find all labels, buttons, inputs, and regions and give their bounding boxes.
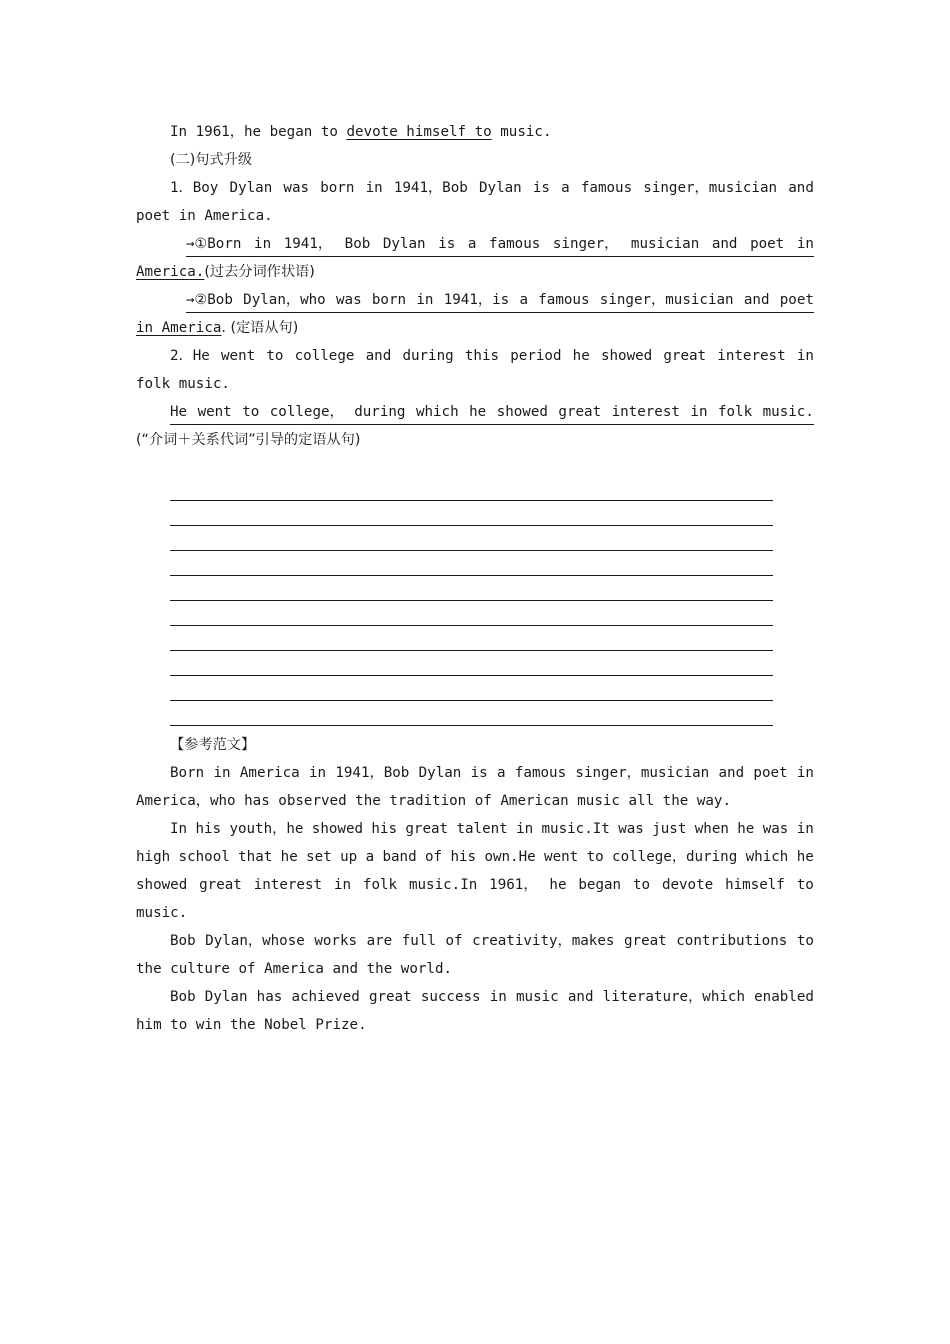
item1-answer2-underlined <box>186 289 814 313</box>
word: Bob <box>170 933 196 949</box>
essay-p2-line1 <box>136 815 814 843</box>
word: interest <box>611 404 680 420</box>
reference-heading: 【参考范文】 <box>170 737 256 753</box>
word: singer， <box>552 236 619 252</box>
word: →②Bob <box>186 292 233 308</box>
word: 1．Boy <box>170 180 219 196</box>
word: high <box>136 849 171 865</box>
word: singer，musician <box>643 180 778 196</box>
word: he <box>549 877 567 893</box>
word: in <box>796 236 814 252</box>
writing-line <box>170 600 773 601</box>
word: famous <box>514 765 567 781</box>
word: he <box>737 821 755 837</box>
word: in <box>489 989 507 1005</box>
essay-p4-line2: him to win the Nobel Prize. <box>136 1017 367 1033</box>
item2-answer-line1 <box>136 398 814 426</box>
word: showed <box>136 877 188 893</box>
writing-line <box>170 700 773 701</box>
word: and <box>711 236 738 252</box>
word: was <box>762 821 789 837</box>
word: school <box>178 849 230 865</box>
word: to <box>586 849 604 865</box>
word: went <box>221 348 256 364</box>
word: to <box>266 348 284 364</box>
word: 1941，Bob <box>393 180 468 196</box>
word: Bob <box>170 989 196 1005</box>
word: and <box>788 180 814 196</box>
word: Dylan <box>382 236 426 252</box>
word: youth，he <box>229 821 304 837</box>
word: was <box>283 180 310 196</box>
item1-answer1-underlined <box>186 233 814 257</box>
word: showed <box>600 348 653 364</box>
word: great <box>558 404 602 420</box>
word: to <box>796 877 814 893</box>
word: creativity，makes <box>472 933 615 949</box>
word: his <box>371 821 398 837</box>
word: in <box>254 236 272 252</box>
writing-line <box>170 725 773 726</box>
essay-p1-line2: America，who has observed the tradition of American music all the way. <box>136 793 732 809</box>
word: music <box>516 989 559 1005</box>
word: college，during <box>612 849 738 865</box>
word: In <box>170 821 188 837</box>
word: great <box>663 348 707 364</box>
word: poet <box>753 765 788 781</box>
word: college， <box>269 404 344 420</box>
item1-question-line1 <box>136 174 814 202</box>
word: achieved <box>291 989 360 1005</box>
essay-p2-line3 <box>136 871 814 899</box>
underlined-phrase: devote himself to <box>346 124 492 140</box>
word: that <box>238 849 273 865</box>
upgrade-intro-sentence: In 1961，he began to devote himself to music. <box>170 124 552 140</box>
word: was <box>335 292 362 308</box>
word: in <box>516 821 534 837</box>
word: in <box>796 821 814 837</box>
word: poet <box>750 236 785 252</box>
word: went <box>544 849 579 865</box>
word: showed <box>311 821 364 837</box>
writing-line <box>170 525 773 526</box>
item2-answer-underlined <box>170 401 814 425</box>
word: he <box>469 404 487 420</box>
writing-line <box>170 550 773 551</box>
word: in <box>213 765 231 781</box>
word: great <box>405 821 449 837</box>
word: in <box>365 180 383 196</box>
word: just <box>652 821 687 837</box>
essay-p2-line2 <box>136 843 814 871</box>
word: interest <box>717 348 786 364</box>
word: great <box>623 933 667 949</box>
word: in <box>333 877 352 893</box>
word: works <box>314 933 358 949</box>
item2-answer-note: (“介词＋关系代词”引导的定语从句) <box>136 432 361 448</box>
word: success <box>420 989 481 1005</box>
word: in <box>690 404 708 420</box>
reference-essay <box>136 731 814 1039</box>
word: folk <box>362 877 398 893</box>
word: he <box>572 348 590 364</box>
item1-answer1-line2: America.(过去分词作状语) <box>136 264 315 280</box>
writing-line <box>170 675 773 676</box>
essay-p3-line1 <box>136 927 814 955</box>
word: he <box>280 849 298 865</box>
word: music. <box>762 404 814 420</box>
document-page <box>136 118 814 454</box>
word: himself <box>725 877 785 893</box>
word: up <box>340 849 358 865</box>
word: band <box>382 849 417 865</box>
word: America <box>239 765 300 781</box>
word: →①Born <box>186 236 242 252</box>
word: born <box>371 292 407 308</box>
word: college <box>294 348 355 364</box>
word: his <box>195 821 222 837</box>
word: 2．He <box>170 348 210 364</box>
word: famous <box>489 236 541 252</box>
word: and <box>365 348 392 364</box>
word: 1961， <box>489 877 538 893</box>
word: is <box>532 180 550 196</box>
item1-answer2-line1 <box>136 286 814 314</box>
word: 1941， <box>283 236 333 252</box>
word: in <box>416 292 434 308</box>
word: to <box>796 933 814 949</box>
essay-p3-line2: the culture of America and the world. <box>136 961 453 977</box>
writing-line <box>170 575 773 576</box>
word: Dylan <box>478 180 522 196</box>
word: was <box>618 821 644 837</box>
word: during <box>402 348 454 364</box>
word: enabled <box>754 989 814 1005</box>
word: literature，which <box>602 989 745 1005</box>
word: showed <box>496 404 548 420</box>
word: born <box>320 180 355 196</box>
word: went <box>197 404 232 420</box>
word: a <box>497 765 506 781</box>
writing-area[interactable] <box>170 500 773 750</box>
word: and <box>743 292 770 308</box>
word: singer，musician <box>575 765 710 781</box>
essay-p4-line1 <box>136 983 814 1011</box>
word: contributions <box>676 933 788 949</box>
word: are <box>366 933 393 949</box>
essay-p1-line1 <box>136 759 814 787</box>
word: great <box>199 877 242 893</box>
word: to <box>242 404 260 420</box>
word: his <box>450 849 477 865</box>
word: and <box>567 989 594 1005</box>
word: to <box>632 877 651 893</box>
word: Bob <box>344 236 371 252</box>
word: devote <box>661 877 714 893</box>
word: which <box>745 849 789 865</box>
word: 1941，is <box>443 292 510 308</box>
word: which <box>415 404 459 420</box>
writing-line <box>170 625 773 626</box>
word: of <box>425 849 443 865</box>
section-title: (二)句式升级 <box>170 152 253 168</box>
word: Dylan，whose <box>205 933 305 949</box>
word: began <box>578 877 622 893</box>
word: a <box>365 849 375 865</box>
word: is <box>438 236 456 252</box>
word: Dylan，who <box>243 292 326 308</box>
word: singer，musician <box>599 292 734 308</box>
word: period <box>510 348 562 364</box>
essay-p2-line4: music. <box>136 905 188 921</box>
word: a <box>519 292 528 308</box>
item1-answer2-line2: in America. (定语从句) <box>136 320 299 336</box>
writing-line <box>170 650 773 651</box>
word: own.He <box>484 849 536 865</box>
word: and <box>718 765 745 781</box>
word: in <box>308 765 327 781</box>
item2-question-line2: folk music. <box>136 376 230 392</box>
item1-answer1-line1 <box>136 230 814 258</box>
word: Born <box>170 765 205 781</box>
word: Dylan <box>204 989 248 1005</box>
word: folk <box>717 404 753 420</box>
word: music.In <box>408 877 478 893</box>
word: famous <box>538 292 590 308</box>
word: poet <box>779 292 814 308</box>
word: full <box>401 933 436 949</box>
word: He <box>170 404 188 420</box>
word: of <box>445 933 463 949</box>
word: has <box>256 989 283 1005</box>
word: a <box>561 180 570 196</box>
word: musician <box>630 236 700 252</box>
word: this <box>464 348 500 364</box>
word: talent <box>456 821 508 837</box>
item1-question-line2: poet in America. <box>136 208 273 224</box>
word: interest <box>253 877 323 893</box>
word: set <box>306 849 332 865</box>
word: great <box>368 989 412 1005</box>
word: when <box>694 821 729 837</box>
word: 1941，Bob <box>335 765 410 781</box>
word: a <box>467 236 477 252</box>
word: Dylan <box>229 180 273 196</box>
word: famous <box>580 180 633 196</box>
item2-question-line1 <box>136 342 814 370</box>
word: is <box>470 765 488 781</box>
word: he <box>796 849 814 865</box>
word: during <box>354 404 406 420</box>
word: in <box>796 765 814 781</box>
word: Dylan <box>418 765 462 781</box>
word: in <box>796 348 814 364</box>
writing-line <box>170 500 773 501</box>
word: music.It <box>541 821 610 837</box>
